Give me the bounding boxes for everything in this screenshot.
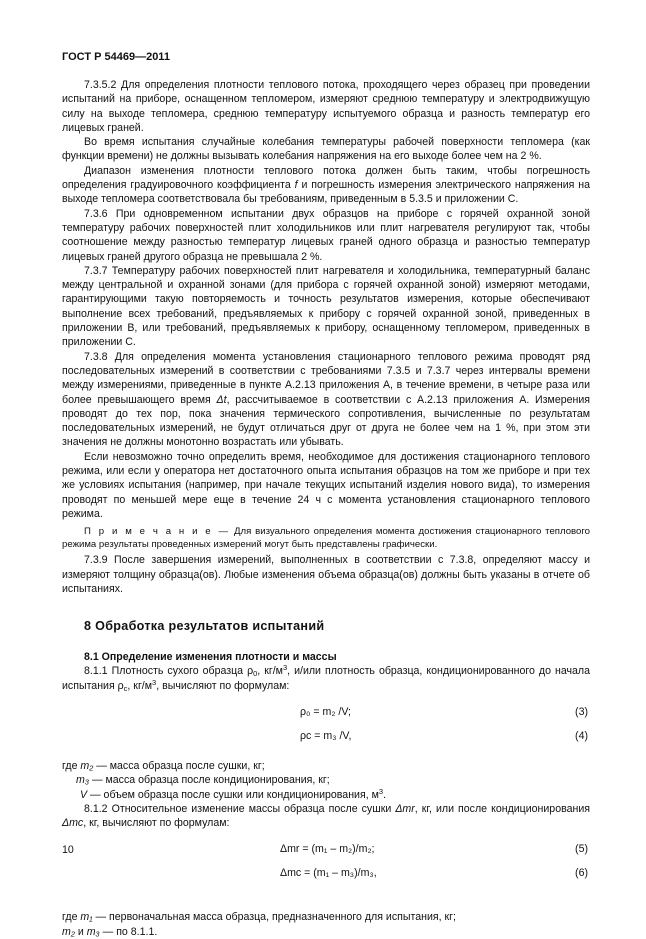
subscript: 0 [253,669,258,679]
paragraph-8-1-1 [62,664,590,693]
text-fragment: — первоначальная масса образца, предназначенного для испытания, кг; [92,911,456,924]
text-fragment: . [383,788,387,801]
paragraph-if-impossible: Если невозможно точно определить время, необходимое для достижения стационарного теплового режима, или если у оператора нет достаточного опыта испытания образцов на том же приборе и при тех же условиях испытания (например, при начале текущих испытаний изделия нового вида), то измерения проводят по меньшей мере еще в течение 24 ч с момента установления стационарного теплового режима. [62,450,590,520]
text-fragment: Диапазон изменения плотности теплового потока должен быть таким, чтобы погрешность определения градуировочного коэффициента [62,164,590,192]
paragraph-7-3-6: 7.3.6 При одновременном испытании двух образцов на приборе с горячей охранной зоной температуру рабочих поверхностей плит холодильников или плит нагревателя регулируют так, чтобы соотношение между разностью температур лицевых граней одного образца и разностью температур лицевых граней другого образца не превышала 2 %. [62,207,590,263]
text-fragment: — масса образца после кондиционирования, кг; [89,774,330,787]
coefficient-symbol: f [294,179,298,192]
formula-3 [62,701,590,723]
variable: m₂ [62,925,75,938]
formula-expression: ρc = m₃ /V, [300,729,352,742]
text-fragment: — объем образца после сушки или кондиционирования, м [87,788,379,801]
subsection-8-1-title: 8.1 Определение изменения плотности и массы [84,651,337,664]
variable: m₁ [80,911,93,924]
text-fragment: , вычисляют по формулам: [156,679,290,692]
page-number: 10 [62,844,74,856]
formula-expression: ρ₀ = m₂ /V; [300,705,351,718]
formula-expression: Δmr = (m₁ – m₂)/m₂; [280,843,375,856]
formula-number: (4) [575,729,588,742]
formula-expression: Δmc = (m₁ – m₃)/m₃, [280,867,377,880]
note-label: П р и м е ч а н и е — [84,526,231,538]
variable: m₃ [76,774,90,787]
where-m2-m3 [62,925,590,939]
superscript: 3 [152,677,157,687]
paragraph-7-3-9: 7.3.9 После завершения измерений, выполненных в соответствии с 7.3.8, определяют массу и измеряют толщину образца(ов). Любые изменения объема образца(ов) должны быть указаны в отчете об испытаниях. [62,554,590,595]
variable: V [80,788,88,801]
text-fragment: , кг/м [127,679,153,692]
note [62,525,590,551]
note-text: Для визуального определения момента достижения стационарного теплового режима результаты проведенных измерений могут быть представлены графически. [62,526,590,551]
subscript: c [123,683,128,693]
paragraph-7-3-5-2: 7.3.5.2 Для определения плотности теплового потока, проходящего через образец при проведении испытаний на приборе, оснащенном тепломером, измеряют среднюю температуру и электродвижущую силу на выходе тепломера, среднюю температуру испытуемого образца и разность температур его лицевых граней. [62,79,590,134]
text-fragment: где [62,911,81,924]
text-fragment: 8.1.2 Относительное изменение массы образца после сушки [84,802,396,815]
where-m3 [62,773,590,787]
text-fragment: 7.3.8 Для определения момента установления стационарного теплового режима проводят ряд последовательных измерений в соответствии с требованиями 7.3.5 и 7.3.7 через интервалы времени между измерениями, приведенные в пункте А.2.13 приложения А, в течение времени, в четыре раза или более превышающего время [62,350,590,406]
text-fragment: , рассчитываемое в соответствии с А.2.13 приложения А. Измерения проводят до тех пор, пока значения термического сопротивления, вычисленные по результатам последовательных измерений, не будут отличаться друг от друга не более чем на 1 %, при этом эти значения не должны монотонно возрастать или убывать. [62,393,590,449]
text-fragment: , кг, или после кондиционирования [414,802,590,815]
paragraph-8-1-2 [62,802,590,831]
page-content [62,78,590,939]
variable: Δmc [62,817,84,830]
text-fragment: и [74,925,87,938]
formula-4 [62,725,590,747]
standard-header: ГОСТ Р 54469—2011 [62,51,170,63]
text-fragment: где [62,759,81,772]
superscript: 3 [282,663,288,673]
text-fragment: и погрешность измерения электрического напряжения на выходе тепломера соответствовала бы требованиям, приведенным в 5.3.5 и приложении С. [62,179,590,206]
where-m2 [62,759,590,773]
formula-number: (3) [575,705,588,718]
text-fragment: — масса образца после сушки, кг; [93,759,265,772]
text-fragment: 8.1.1 Плотность сухого образца ρ [84,665,254,678]
variable: m₃ [86,925,100,938]
formula-number: (5) [575,843,588,856]
text-fragment: , кг, вычисляют по формулам: [83,817,230,830]
paragraph-flux-range [62,164,590,207]
superscript: 3 [378,786,384,796]
text-fragment: , и/или плотность образца, кондиционированного до начала испытания ρ [62,665,590,692]
delta-t-symbol: Δt [216,393,227,406]
paragraph-7-3-8 [62,350,590,450]
formula-5 [62,838,590,860]
text-fragment: — по 8.1.1. [99,925,158,938]
formula-number: (6) [575,867,588,880]
variable: m₂ [80,759,94,772]
where-v [62,788,590,802]
variable: Δmr [395,802,415,815]
paragraph-fluctuations: Во время испытания случайные колебания температуры рабочей поверхности тепломера (как функции времени) не должны вызывать колебания напряжения на его выходе более чем на 2 %. [62,136,590,163]
paragraph-7-3-7: 7.3.7 Температуру рабочих поверхностей плит нагревателя и холодильника, температурный баланс между центральной и охранной зонами (для прибора с горячей охранной зоной) измеряют методами, гарантирующими такую повторяемость и точность результатов измерения, которые обеспечивают выполнение всех требований, предъявляемых к прибору с горячей охранной зоной, приведенных в приложении В, или требований, предъявляемых к прибору, оснащенному тепломером, приведенных в приложении С. [62,264,590,349]
section-8-title: 8 Обработка результатов испытаний [84,619,325,634]
text-fragment: , кг/м [257,665,283,678]
formula-6 [62,862,590,884]
